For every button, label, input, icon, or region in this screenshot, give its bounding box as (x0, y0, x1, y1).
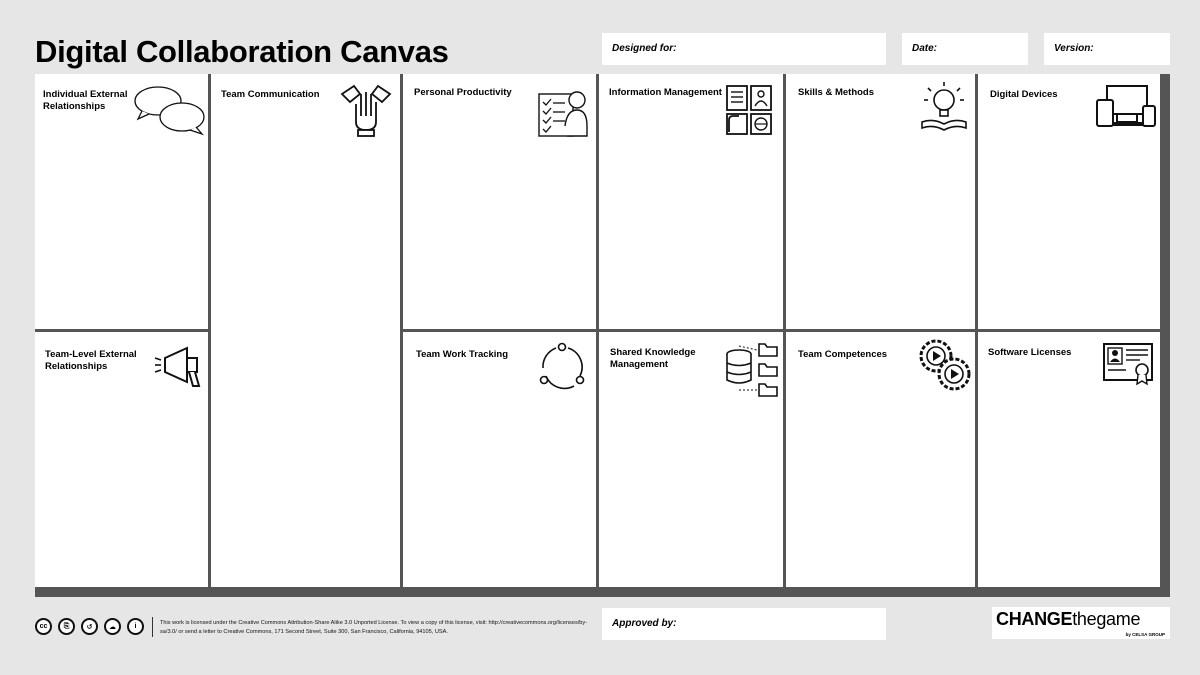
cell-label: Team-Level External Relationships (45, 349, 137, 372)
page-title: Digital Collaboration Canvas (35, 34, 449, 69)
designed-for-field[interactable]: Designed for: (602, 33, 886, 65)
brand-by: by (1125, 632, 1131, 637)
cell-skills-methods[interactable] (786, 74, 975, 329)
cycle-icon (538, 340, 588, 394)
brand-change: CHANGE (996, 609, 1073, 629)
copy-icon: ⎘ (58, 618, 75, 635)
cell-software-licenses[interactable] (978, 332, 1160, 587)
license-text: This work is licensed under the Creative Commons Attribution-Share Alike 3.0 Unported License. To view a copy of this license, visit: http://creativecommons.org/licenses/by-sa/3.0/ or send a letter to Creative Commons, 171 Second Street, Suite 300, San Francisco, California, 94105, USA. (160, 620, 588, 635)
remix-icon: ☁ (104, 618, 121, 635)
team-hands-icon (338, 82, 394, 138)
cell-team-work-tracking[interactable] (403, 332, 596, 587)
creative-commons-icons (35, 618, 144, 635)
cell-digital-devices[interactable] (978, 74, 1160, 329)
cell-label: Software Licenses (988, 347, 1072, 358)
cell-label: Team Competences (798, 349, 888, 360)
date-field[interactable]: Date: (902, 33, 1028, 65)
cell-individual-external-relationships[interactable] (35, 74, 208, 329)
cc-icon: cc (35, 618, 52, 635)
license-certificate-icon (1102, 342, 1156, 386)
cell-label: Team Communication (221, 89, 320, 100)
information-tiles-icon (725, 84, 775, 136)
megaphone-icon (153, 344, 205, 390)
checklist-person-icon (533, 86, 589, 142)
cell-team-competences[interactable] (786, 332, 975, 587)
cell-team-communication[interactable] (211, 74, 400, 587)
cell-label: Shared Knowledge Management (610, 347, 696, 370)
cell-label: Skills & Methods (798, 87, 875, 98)
brand-thegame: thegame (1072, 609, 1141, 629)
cell-label: Team Work Tracking (416, 349, 509, 360)
cell-shared-knowledge-management[interactable] (599, 332, 783, 587)
brand-group: CELSA GROUP (1132, 632, 1165, 637)
approved-by-field[interactable]: Approved by: (602, 608, 886, 640)
devices-icon (1095, 84, 1157, 130)
cell-team-level-external-relationships[interactable] (35, 332, 208, 587)
footer-divider (152, 617, 153, 637)
share-alike-icon: ↺ (81, 618, 98, 635)
cell-information-management[interactable] (599, 74, 783, 329)
speech-bubbles-icon (132, 84, 208, 136)
cell-label: Information Management (609, 87, 722, 98)
version-field[interactable]: Version: (1044, 33, 1170, 65)
cell-label: Personal Productivity (414, 87, 512, 98)
cell-personal-productivity[interactable] (403, 74, 596, 329)
cell-label: Individual External Relationships (43, 89, 128, 112)
attribution-icon: i (127, 618, 144, 635)
cell-label: Digital Devices (990, 89, 1058, 100)
database-folders-icon (725, 340, 781, 398)
canvas-board (35, 74, 1170, 597)
gear-play-icon (916, 336, 974, 394)
brand-logo (992, 607, 1170, 639)
lightbulb-book-icon (918, 80, 970, 132)
